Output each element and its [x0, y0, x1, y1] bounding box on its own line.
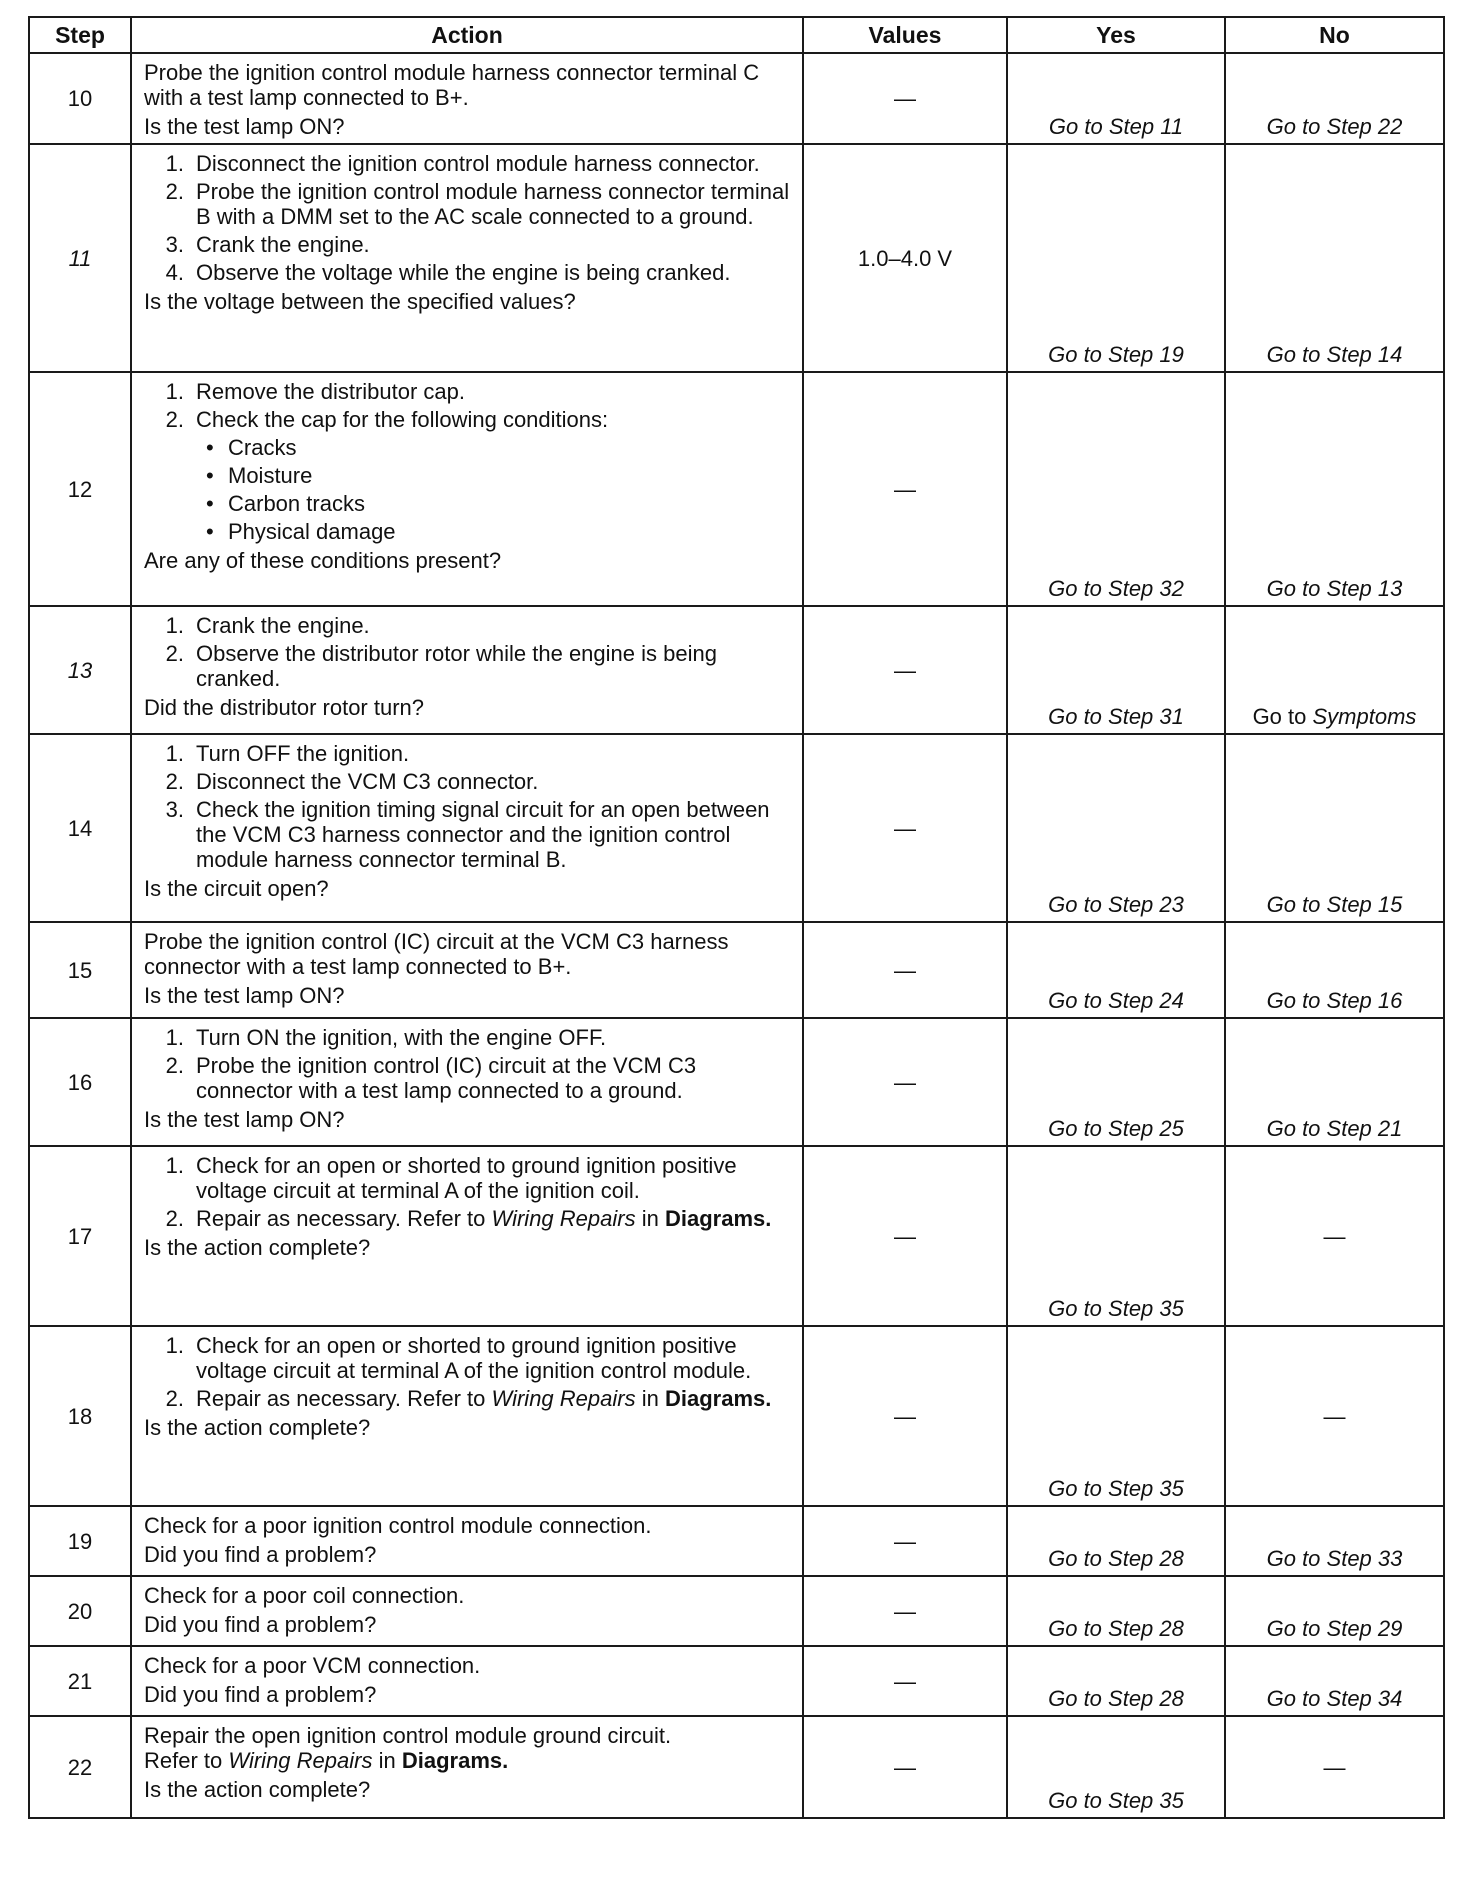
yes-cell: Go to Step 25 — [1007, 1018, 1225, 1146]
step-number: 21 — [29, 1646, 131, 1716]
action-question: Did you find a problem? — [144, 1682, 377, 1707]
value-cell: — — [803, 1646, 1007, 1716]
list-item: 2. Repair as necessary. Refer to Wiring Repairs in Diagrams. — [165, 1206, 772, 1231]
list-item: 2. Check the cap for the following conditions: — [165, 407, 609, 432]
yes-cell: Go to Step 35 — [1007, 1326, 1225, 1506]
step-number: 13 — [29, 606, 131, 734]
table-row — [29, 1506, 1444, 1576]
no-cell: Go to Step 21 — [1225, 1018, 1444, 1146]
no-cell: Go to Step 16 — [1225, 922, 1444, 1018]
list-item: 3. Check the ignition timing signal circuit for an open between the VCM C3 harness connector and the ignition control module harness connector terminal B. — [165, 797, 770, 872]
list-item: 1. Check for an open or shorted to ground ignition positive voltage circuit at terminal A of the ignition control module. — [165, 1333, 752, 1383]
action-cell — [131, 144, 803, 372]
no-cell: — — [1225, 1716, 1444, 1818]
table-row — [29, 1018, 1444, 1146]
list-item: 2. Probe the ignition control (IC) circuit at the VCM C3 connector with a test lamp connected to a ground. — [165, 1053, 697, 1103]
header-action: Action — [131, 17, 803, 53]
yes-cell: Go to Step 28 — [1007, 1506, 1225, 1576]
table-row — [29, 1716, 1444, 1818]
action-cell — [131, 53, 803, 144]
table-row — [29, 1326, 1444, 1506]
list-item: 1. Crank the engine. — [165, 613, 370, 638]
yes-cell: Go to Step 11 — [1007, 53, 1225, 144]
yes-cell: Go to Step 23 — [1007, 734, 1225, 922]
action-question: Is the test lamp ON? — [144, 1107, 345, 1132]
yes-cell: Go to Step 24 — [1007, 922, 1225, 1018]
list-item: 2. Probe the ignition control module harness connector terminal B with a DMM set to the AC scale connected to a ground. — [165, 179, 790, 229]
list-item: 2. Observe the distributor rotor while the engine is being cranked. — [165, 641, 717, 691]
step-number: 17 — [29, 1146, 131, 1326]
step-number: 14 — [29, 734, 131, 922]
action-question: Did the distributor rotor turn? — [144, 695, 425, 720]
table-header — [29, 17, 1444, 53]
yes-cell: Go to Step 35 — [1007, 1716, 1225, 1818]
value-cell: — — [803, 1018, 1007, 1146]
no-cell: Go to Symptoms — [1225, 606, 1444, 734]
yes-cell: Go to Step 19 — [1007, 144, 1225, 372]
action-cell — [131, 1506, 803, 1576]
no-cell: Go to Step 22 — [1225, 53, 1444, 144]
action-cell — [131, 1326, 803, 1506]
step-number: 20 — [29, 1576, 131, 1646]
value-cell: — — [803, 734, 1007, 922]
list-item: 4. Observe the voltage while the engine is being cranked. — [165, 260, 731, 285]
no-cell: Go to Step 14 — [1225, 144, 1444, 372]
header-no: No — [1225, 17, 1444, 53]
step-number: 19 — [29, 1506, 131, 1576]
no-cell: Go to Step 13 — [1225, 372, 1444, 606]
action-question: Did you find a problem? — [144, 1542, 377, 1567]
action-question: Is the voltage between the specified values? — [144, 289, 576, 314]
bullet-item: • Cracks — [206, 435, 297, 460]
table-row — [29, 922, 1444, 1018]
header-values: Values — [803, 17, 1007, 53]
action-text: Probe the ignition control (IC) circuit at the VCM C3 harness connector with a test lamp connected to B+. — [144, 929, 729, 979]
no-cell: — — [1225, 1146, 1444, 1326]
no-cell: — — [1225, 1326, 1444, 1506]
action-cell — [131, 734, 803, 922]
action-question: Is the circuit open? — [144, 876, 329, 901]
yes-cell: Go to Step 35 — [1007, 1146, 1225, 1326]
list-item: 1. Disconnect the ignition control module harness connector. — [165, 151, 760, 176]
yes-cell: Go to Step 31 — [1007, 606, 1225, 734]
yes-cell: Go to Step 28 — [1007, 1646, 1225, 1716]
value-cell: — — [803, 1506, 1007, 1576]
step-number: 10 — [29, 53, 131, 144]
action-text: Repair the open ignition control module ground circuit. Refer to Wiring Repairs in Diagrams. — [144, 1723, 672, 1773]
no-cell: Go to Step 15 — [1225, 734, 1444, 922]
list-item: 1. Turn ON the ignition, with the engine OFF. — [165, 1025, 607, 1050]
action-question: Did you find a problem? — [144, 1612, 377, 1637]
table-row — [29, 144, 1444, 372]
value-cell: — — [803, 1576, 1007, 1646]
value-cell: — — [803, 1716, 1007, 1818]
list-item: 1. Check for an open or shorted to ground ignition positive voltage circuit at terminal A of the ignition coil. — [165, 1153, 737, 1203]
no-cell: Go to Step 33 — [1225, 1506, 1444, 1576]
action-cell — [131, 1576, 803, 1646]
bullet-item: • Physical damage — [206, 519, 396, 544]
action-question: Is the action complete? — [144, 1235, 371, 1260]
table-row — [29, 1146, 1444, 1326]
table-row — [29, 1646, 1444, 1716]
list-item: 1. Remove the distributor cap. — [165, 379, 466, 404]
action-text: Check for a poor VCM connection. — [144, 1653, 481, 1678]
action-text: Probe the ignition control module harness connector terminal C with a test lamp connected to B+. — [144, 60, 760, 110]
value-cell: — — [803, 1326, 1007, 1506]
step-number: 22 — [29, 1716, 131, 1818]
action-cell — [131, 1018, 803, 1146]
step-number: 18 — [29, 1326, 131, 1506]
table-row — [29, 53, 1444, 144]
no-cell: Go to Step 34 — [1225, 1646, 1444, 1716]
header-yes: Yes — [1007, 17, 1225, 53]
table-row — [29, 1576, 1444, 1646]
action-cell — [131, 1146, 803, 1326]
action-question: Is the action complete? — [144, 1777, 371, 1802]
bullet-item: • Carbon tracks — [206, 491, 365, 516]
value-cell: — — [803, 922, 1007, 1018]
step-number: 16 — [29, 1018, 131, 1146]
list-item: 1. Turn OFF the ignition. — [165, 741, 410, 766]
value-cell: — — [803, 606, 1007, 734]
bullet-item: • Moisture — [206, 463, 313, 488]
action-text: Check for a poor ignition control module connection. — [144, 1513, 652, 1538]
header-step: Step — [29, 17, 131, 53]
step-number: 15 — [29, 922, 131, 1018]
yes-cell: Go to Step 32 — [1007, 372, 1225, 606]
no-cell: Go to Step 29 — [1225, 1576, 1444, 1646]
step-number: 11 — [29, 144, 131, 372]
action-question: Are any of these conditions present? — [144, 548, 502, 573]
action-text: Check for a poor coil connection. — [144, 1583, 465, 1608]
value-cell: — — [803, 1146, 1007, 1326]
action-question: Is the test lamp ON? — [144, 114, 345, 139]
action-cell — [131, 1716, 803, 1818]
value-cell: 1.0–4.0 V — [803, 144, 1007, 372]
action-cell — [131, 922, 803, 1018]
value-cell: — — [803, 53, 1007, 144]
diagnostic-table — [28, 16, 1445, 1819]
action-cell — [131, 1646, 803, 1716]
table-row — [29, 606, 1444, 734]
action-question: Is the action complete? — [144, 1415, 371, 1440]
value-cell: — — [803, 372, 1007, 606]
list-item: 2. Disconnect the VCM C3 connector. — [165, 769, 539, 794]
list-item: 2. Repair as necessary. Refer to Wiring Repairs in Diagrams. — [165, 1386, 772, 1411]
list-item: 3. Crank the engine. — [165, 232, 370, 257]
yes-cell: Go to Step 28 — [1007, 1576, 1225, 1646]
action-cell — [131, 606, 803, 734]
action-question: Is the test lamp ON? — [144, 983, 345, 1008]
table-row — [29, 734, 1444, 922]
table-row — [29, 372, 1444, 606]
step-number: 12 — [29, 372, 131, 606]
action-cell — [131, 372, 803, 606]
